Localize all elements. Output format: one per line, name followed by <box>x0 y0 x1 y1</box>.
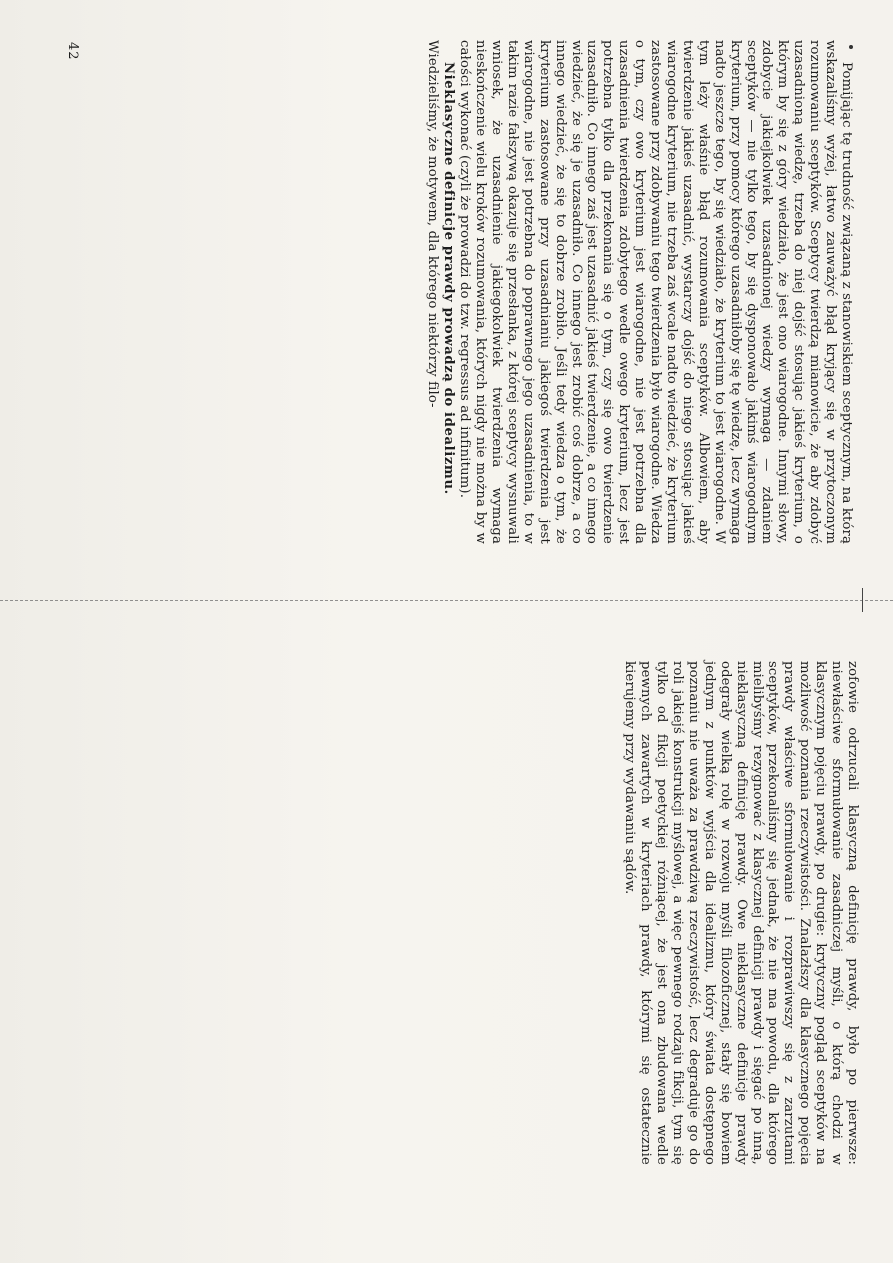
page-number: 42 <box>65 42 80 61</box>
paragraph: Wiedzieliśmy, że motywem, dla którego niektórzy filo- <box>425 40 441 408</box>
paragraph: zofowie odrzucali klasyczną definicję prawdy, było po pierwsze: niewłaściwe sformułowanie zasadniczej myśli, o którą chodzi w klasycznym pojęciu prawdy, po drugie: krytyczny pogląd sceptyków na możliwość poznania rzeczywistości. Znalazłszy dla klasycznego pojęcia prawdy właściwe sformułowanie i rozprawiwszy się z zarzutami sceptyków, przekonaliśmy się jednak, że nie ma powodu, dla którego mielibyśmy rezygnować z klasycznej definicji prawdy i sięgać po inną, nieklasyczną definicję prawdy. Owe nieklasyczne definicje prawdy odegrały wielką rolę w rozwoju myśli filozoficznej, stały się bowiem jednym z punktów wyjścia dla idealizmu, który świata dostępnego poznaniu nie uważa za prawdziwą rzeczywistość, lecz degraduje go do roli jakiejś konstrukcji myślowej, a więc pewnego rodzaju fikcji, tym się tylko od fikcji poetyckiej różniącej, że jest ona zbudowana wedle pewnych zawartych w kryteriach prawdy, którymi się ostatecznie kierujemy przy wydawaniu sądów. <box>622 661 860 1165</box>
right-column <box>621 661 860 1165</box>
section-heading: Nieklasyczne definicje prawdy prowadzą do idealizmu. <box>441 62 457 495</box>
paragraph: Pomijając tę trudność związaną z stanowiskiem sceptycznym, na którą wskazaliśmy wyżej, łatwo zauważyć błąd kryjący się w przytoczonym rozumowaniu sceptyków. Sceptycy twierdzą mianowicie, że aby zdobyć uzasadnioną wiedzę, trzeba do niej dojść stosując jakieś kryterium, o którym by się z góry wiedziało, że jest ono wiarogodne. Innymi słowy, zdobycie jakiejkolwiek uzasadnionej wiedzy wymaga — zdaniem sceptyków — nie tylko tego, by się dysponowało jakimś wiarogodnym kryterium, przy pomocy którego uzasadniłoby się tę wiedzę, lecz wymaga nadto jeszcze tego, by się wiedziało, że kryterium to jest wiarogodne. W tym leży właśnie błąd rozumowania sceptyków. Albowiem, aby twierdzenie jakieś uzasadnić, wystarczy dojść do niego stosując jakieś wiarogodne kryterium, nie trzeba zaś wcale nadto wiedzieć, że kryterium zastosowane przy zdobywaniu tego twierdzenia było wiarogodne. Wiedza o tym, czy owo kryterium jest wiarogodne, nie jest potrzebna dla uzasadnienia twierdzenia zdobytego wedle owego kryterium, lecz jest potrzebna tylko dla przekonania się o tym, czy się owo twierdzenie uzasadniło. Co innego zaś jest uzasadnić jakieś twierdzenie, a co innego wiedzieć, że się je uzasadniło. Co innego jest zrobić coś dobrze, a co innego wiedzieć, że się to dobrze zrobiło. Jeśli tedy wiedza o tym, że kryterium zastosowane przy uzasadnianiu jakiegoś twierdzenia jest wiarogodne, nie jest potrzebna do poprawnego jego uzasadnienia, to w takim razie fałszywą okazuje się przesłanka, z której sceptycy wysnuwali wniosek, że uzasadnienie jakiegokolwiek twierdzenia wymaga nieskończenie wielu kroków rozumowania, których nigdy nie można by w całości wykonać (czyli że prowadzi do tzw. regressus ad infinitum). <box>457 40 854 544</box>
left-column <box>425 40 854 544</box>
